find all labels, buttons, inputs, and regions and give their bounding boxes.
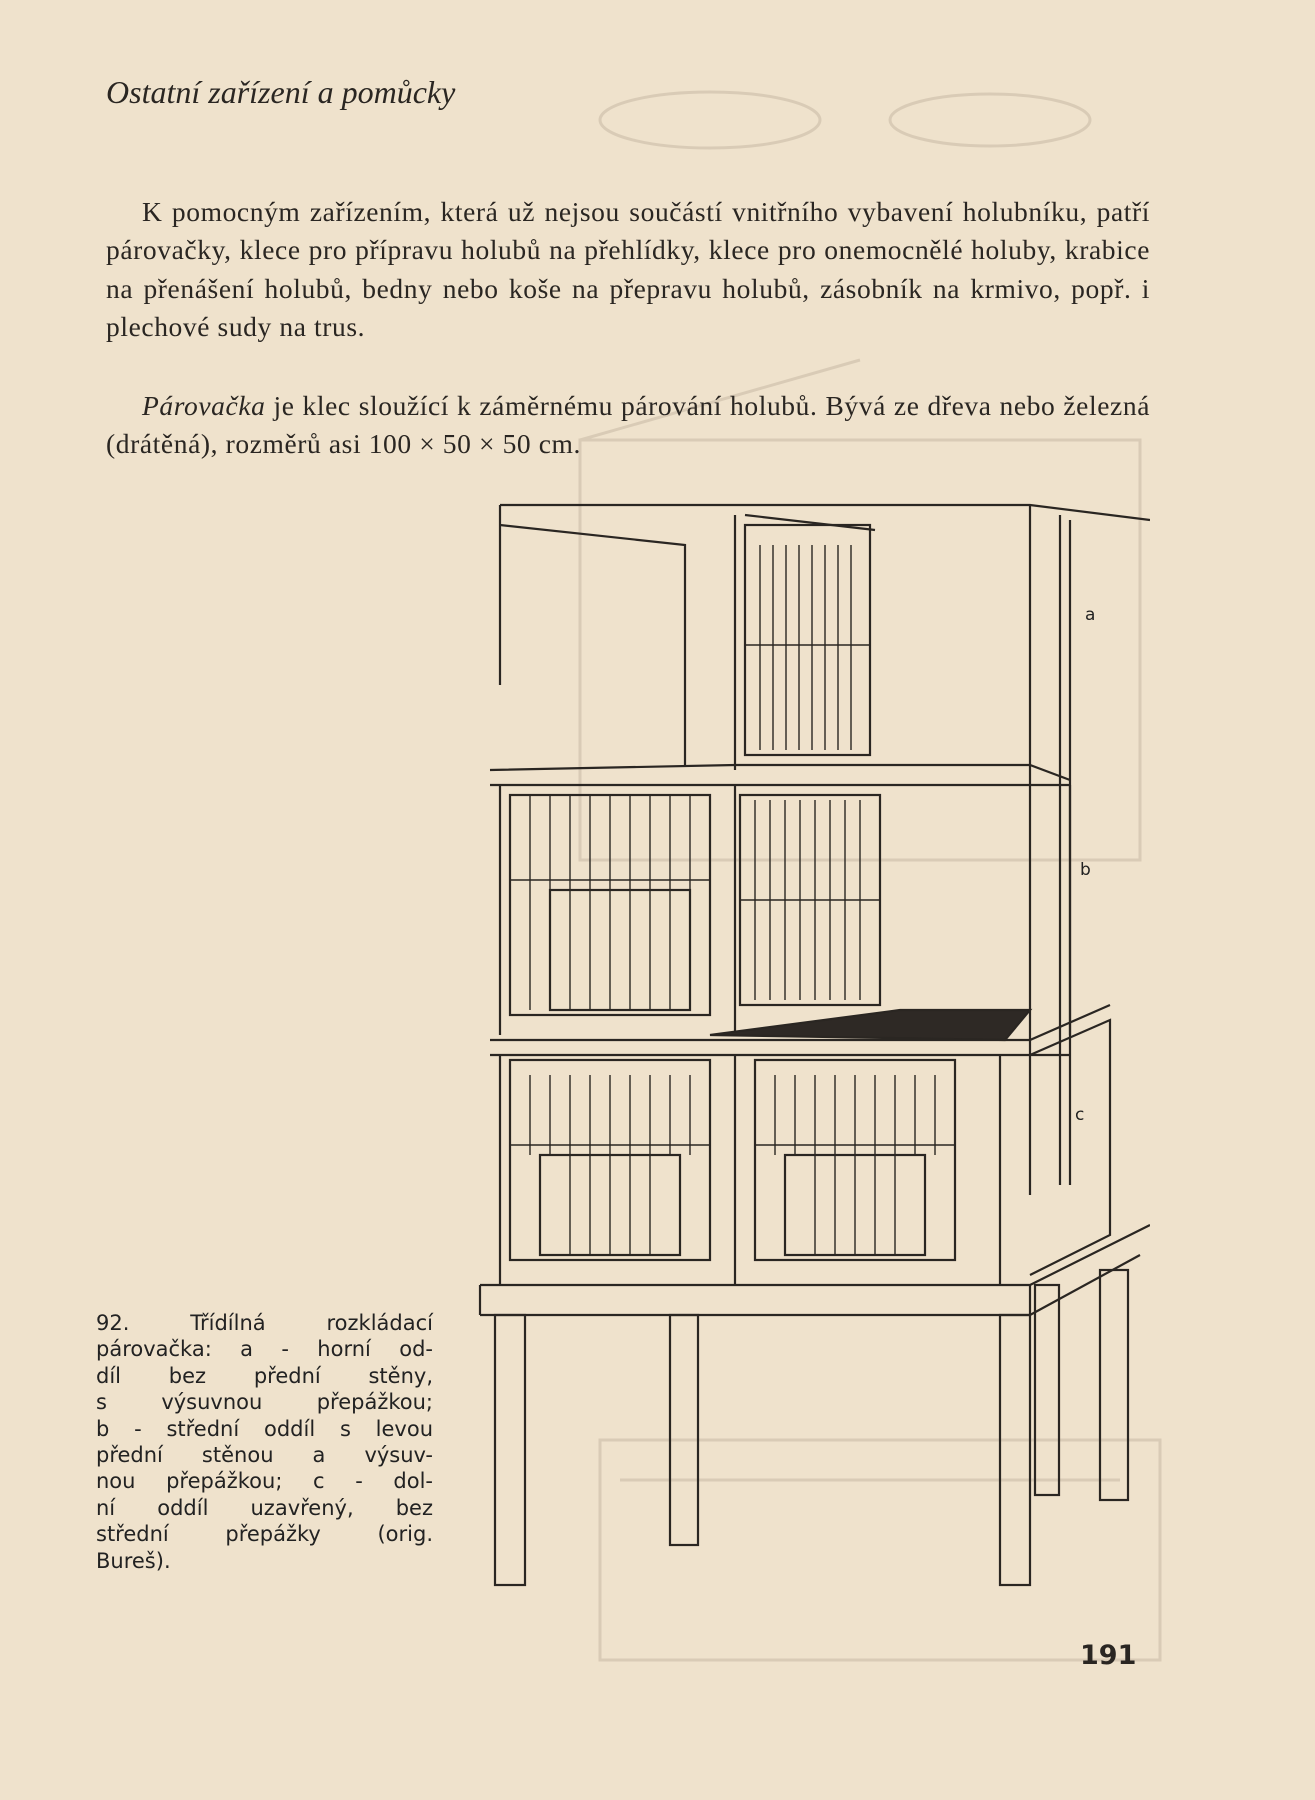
figure-label-c: c [1075,1105,1085,1125]
figure-label-a: a [1085,605,1096,625]
caption-line: střední přepážky (orig. [96,1522,433,1547]
caption-line: ní oddíl uzavřený, bez [96,1495,433,1520]
page-number: 191 [1080,1640,1137,1671]
paragraph-parovacka-text: je klec sloužící k záměrnému párování holubů. Bývá ze dřeva nebo železná (drátěná), rozměrů asi 100 × 50 × 50 cm. [106,389,1150,459]
figure-label-b: b [1080,860,1091,880]
caption-line: díl bez přední stěny, [96,1363,433,1388]
paragraph-intro: K pomocným zařízením, která už nejsou součástí vnitřního vybavení holubníku, patří párovačky, klece pro přípravu holubů na přehlídky, klece pro onemocnělé holuby, krabice na přenášení holubů, bedny nebo koše na přepravu holubů, zásobník na krmivo, popř. i plechové sudy na trus. [106,195,1150,342]
caption-line: párovačka: a - horní od- [96,1337,433,1362]
caption-line: b - střední oddíl s levou [96,1416,433,1441]
caption-line: přední stěnou a výsuv- [96,1443,433,1468]
paragraph-parovacka [106,387,1150,464]
caption-line: s výsuvnou přepážkou; [96,1390,433,1415]
figure-caption [96,1310,433,1574]
cage-illustration [470,495,1150,1600]
caption-line: nou přepážkou; c - dol- [96,1469,433,1494]
term-parovacka: Párovačka [142,389,266,421]
caption-line: 92. Třídílná rozkládací [96,1311,433,1335]
section-heading: Ostatní zařízení a pomůcky [106,74,456,110]
caption-line: Bureš). [96,1548,171,1573]
